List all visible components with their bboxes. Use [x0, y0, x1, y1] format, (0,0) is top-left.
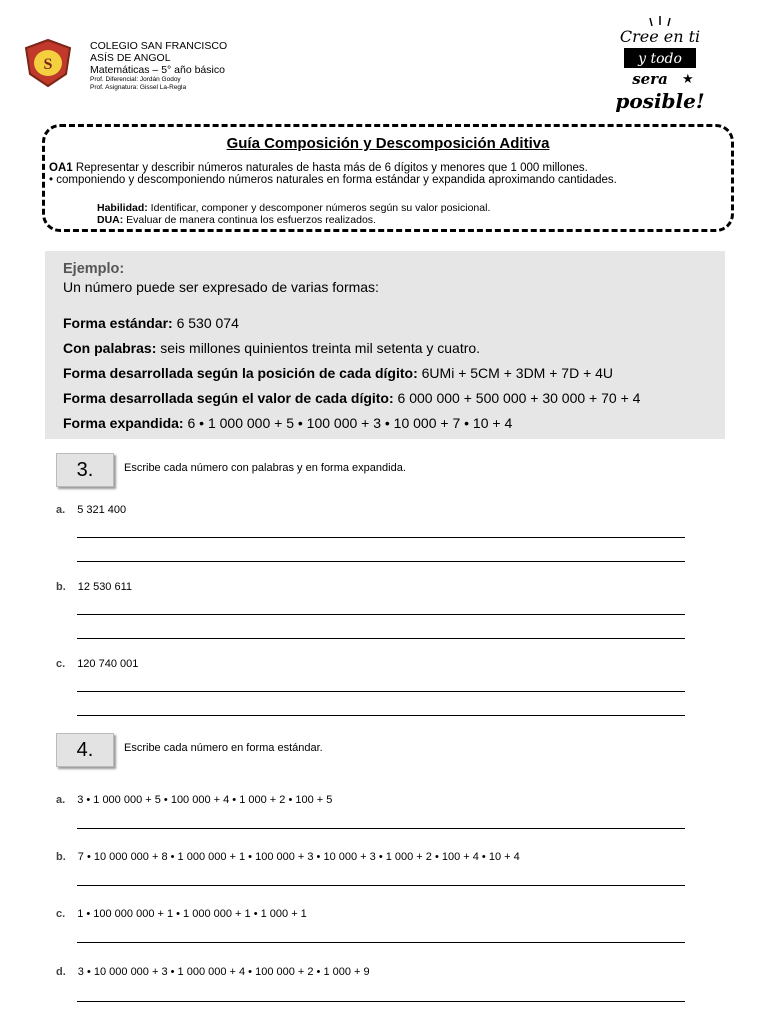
item-letter: a. — [56, 794, 66, 806]
learning-objective — [49, 163, 729, 186]
example-row — [63, 315, 239, 331]
row-value: seis millones quinientos treinta mil setenta y cuatro. — [156, 340, 481, 356]
oa-label: OA1 — [49, 162, 73, 174]
exercise-3-item-c — [56, 658, 138, 670]
example-row — [63, 340, 480, 356]
motto-line-1: Cree en ti — [619, 27, 701, 46]
item-letter: b. — [56, 581, 66, 593]
item-text: 7 • 10 000 000 + 8 • 1 000 000 + 1 • 100 000 + 3 • 10 000 + 3 • 1 000 + 2 • 100 + 4 • 10 + 4 — [77, 851, 520, 863]
item-letter: b. — [56, 851, 66, 863]
item-letter: d. — [56, 966, 66, 978]
row-label: Forma desarrollada según la posición de cada dígito: — [63, 365, 418, 381]
habilidad — [97, 202, 490, 214]
habilidad-label: Habilidad: — [97, 202, 148, 214]
example-row — [63, 365, 613, 381]
exercise-4-item-d — [56, 966, 370, 978]
exercise-3-item-b — [56, 581, 132, 593]
exercise-3-number: 3. — [56, 453, 114, 487]
row-label: Con palabras: — [63, 340, 157, 356]
row-label: Forma desarrollada según el valor de cada dígito: — [63, 390, 394, 406]
motto-line-4: posible! — [615, 89, 705, 113]
answer-line[interactable] — [77, 942, 685, 943]
row-value: 6UMi + 5CM + 3DM + 7D + 4U — [417, 365, 614, 381]
item-text: 1 • 100 000 000 + 1 • 1 000 000 + 1 • 1 000 + 1 — [77, 908, 307, 920]
exercise-4-item-a — [56, 794, 332, 806]
objectives-box — [42, 124, 734, 232]
school-crest-logo — [22, 38, 74, 88]
motto-lettering — [600, 14, 720, 114]
item-letter: c. — [56, 908, 66, 920]
example-intro: Un número puede ser expresado de varias formas: — [63, 279, 379, 295]
dua-text: Evaluar de manera continua los esfuerzos realizados. — [123, 214, 376, 226]
school-info — [90, 40, 227, 91]
exercise-4-instruction: Escribe cada número en forma estándar. — [124, 742, 323, 754]
row-label: Forma expandida: — [63, 415, 184, 431]
answer-line[interactable] — [77, 715, 685, 716]
answer-line[interactable] — [77, 885, 685, 886]
item-letter: a. — [56, 504, 66, 516]
exercise-4-number: 4. — [56, 733, 114, 767]
item-text: 5 321 400 — [77, 504, 127, 516]
habilidad-text: Identificar, componer y descomponer números según su valor posicional. — [147, 202, 491, 214]
teacher-subject: Prof. Asignatura: Gissel La-Regla — [90, 83, 187, 91]
motto-line-3: sera — [632, 70, 668, 88]
answer-line[interactable] — [77, 614, 685, 615]
row-label: Forma estándar: — [63, 315, 173, 331]
example-box — [45, 251, 725, 439]
example-heading: Ejemplo: — [63, 261, 125, 277]
oa-bullet: • componiendo y descomponiendo números naturales en forma estándar y expandida aproximando cantidades. — [49, 173, 617, 186]
dua — [97, 214, 376, 226]
answer-line[interactable] — [77, 691, 685, 692]
row-value: 6 • 1 000 000 + 5 • 100 000 + 3 • 10 000 + 7 • 10 + 4 — [183, 415, 513, 431]
item-text: 12 530 611 — [77, 581, 133, 593]
svg-text:S: S — [43, 56, 53, 73]
motto-line-2: y todo — [638, 51, 682, 67]
answer-line[interactable] — [77, 561, 685, 562]
answer-line[interactable] — [77, 828, 685, 829]
school-name-2: ASÍS DE ANGOL — [90, 52, 171, 64]
example-row — [63, 415, 512, 431]
dua-label: DUA: — [97, 214, 124, 226]
example-row — [63, 390, 640, 406]
exercise-3-instruction: Escribe cada número con palabras y en forma expandida. — [124, 462, 406, 474]
guide-title: Guía Composición y Descomposición Aditiva — [226, 135, 550, 152]
star-icon: ★ — [682, 71, 694, 86]
exercise-3-item-a — [56, 504, 126, 516]
answer-line[interactable] — [77, 638, 685, 639]
school-name-1: COLEGIO SAN FRANCISCO — [90, 40, 228, 52]
teacher-differential: Prof. Diferencial: Jordán Godoy — [90, 76, 181, 83]
subject-grade: Matemáticas – 5° año básico — [90, 64, 225, 76]
item-text: 3 • 1 000 000 + 5 • 100 000 + 4 • 1 000 + 2 • 100 + 5 — [77, 794, 333, 806]
item-text: 3 • 10 000 000 + 3 • 1 000 000 + 4 • 100 000 + 2 • 1 000 + 9 — [77, 966, 370, 978]
item-letter: c. — [56, 658, 66, 670]
oa-text: Representar y describir números naturales de hasta más de 6 dígitos y menores que 1 000 millones. — [72, 162, 588, 174]
row-value: 6 530 074 — [172, 315, 239, 331]
exercise-4-item-b — [56, 851, 520, 863]
answer-line[interactable] — [77, 537, 685, 538]
answer-line[interactable] — [77, 1001, 685, 1002]
item-text: 120 740 001 — [77, 658, 139, 670]
row-value: 6 000 000 + 500 000 + 30 000 + 70 + 4 — [393, 390, 641, 406]
exercise-4-item-c — [56, 908, 307, 920]
